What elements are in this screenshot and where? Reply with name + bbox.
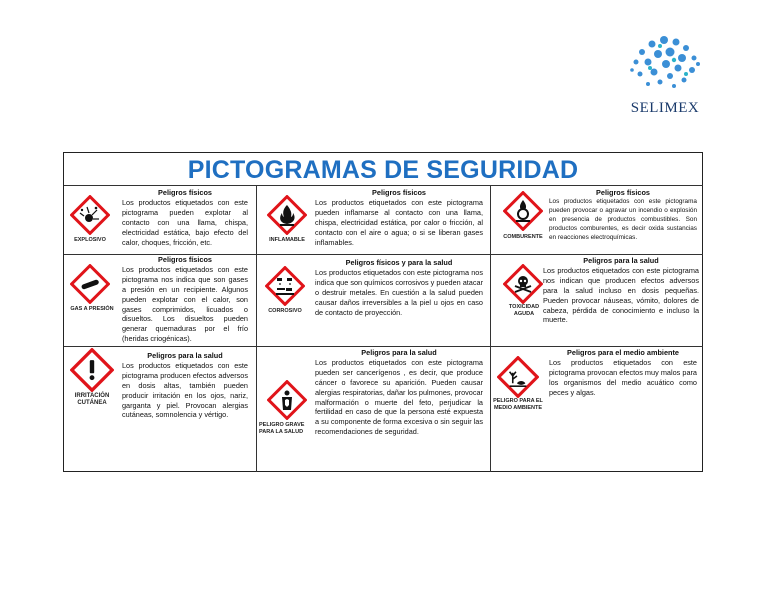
cell-text — [549, 348, 697, 398]
cell-medio-ambiente — [491, 346, 703, 472]
cell-heading: Peligros físicos — [596, 188, 650, 197]
skull-pictogram-icon — [503, 264, 543, 304]
cell-inflamable — [257, 186, 491, 254]
cell-text — [315, 258, 483, 317]
gas-cylinder-pictogram-icon — [70, 264, 110, 304]
pictogram-label: PELIGRO GRAVE PARA LA SALUD — [259, 422, 305, 435]
cell-text — [122, 188, 248, 247]
pictogram-label: COMBURENTE — [503, 234, 543, 240]
cell-body: Los productos etiquetados con este pictograma nos indica que son gases a presión en un recipiente. Algunos pueden explotar con el calor, son gases comprimidos, licuados o disueltos. Los disueltos pueden generar quemaduras por el frío (heridas criogénicas). — [122, 264, 248, 344]
selimex-logo — [610, 34, 720, 120]
pictogram-label: CORROSIVO — [268, 308, 302, 314]
molecule-logo-icon — [620, 34, 712, 98]
cell-text — [122, 351, 248, 420]
pictogram-label: GAS A PRESIÓN — [70, 306, 114, 312]
cell-heading: Peligros para la salud — [583, 256, 659, 265]
corrosive-pictogram-icon — [265, 266, 305, 306]
cell-peligro-grave — [257, 346, 491, 472]
cell-text — [315, 348, 483, 437]
cell-text — [122, 255, 248, 344]
pictogram-label: IRRITACIÓN CUTÁNEA — [74, 393, 110, 406]
cell-corrosivo — [257, 254, 491, 346]
cell-text — [315, 188, 483, 247]
cell-toxicidad — [491, 254, 703, 346]
pictogram-label: PELIGRO PARA EL MEDIO AMBIENTE — [493, 398, 543, 411]
page-title: PICTOGRAMAS DE SEGURIDAD — [187, 156, 579, 184]
cell-heading: Peligros físicos — [372, 188, 426, 197]
oxidizing-pictogram-icon — [503, 191, 543, 231]
cell-body: Los productos etiquetados con este pictograma pueden inflamarse al contacto con una llama, chispa, electricidad estática, por calor o fricción, al contacto con el aire o agua; o si se liberan gases inflamables. — [315, 197, 483, 247]
cell-text — [549, 188, 697, 243]
cell-body: Los productos etiquetados con este pictograma nos indican que producen efectos adversos para la salud incluso en dosis pequeñas. Pueden provocar náuseas, vómito, dolores de cabeza, pérdida de conocimiento e incluso la muerte. — [543, 265, 699, 325]
cell-explosivo — [64, 186, 256, 254]
cell-body: Los productos etiquetados con este pictograma provocan efectos muy malos para los organismos del medio acuático como peces y algas. — [549, 357, 697, 397]
pictogram-label: EXPLOSIVO — [74, 237, 106, 243]
cell-body: Los productos etiquetados con este pictograma nos indica que son químicos corrosivos y pueden atacar o destruir metales. En cuestión a la salud pueden causar daños irreversibles a la piel u ojos en caso de contacto de proyección. — [315, 267, 483, 317]
cell-heading: Peligros físicos — [158, 188, 212, 197]
cell-irritacion — [64, 346, 256, 472]
cell-body: Los productos etiquetados con este pictograma pueden ser cancerígenos , es decir, que produce cáncer o favorece su aparición. Pueden causar alergias respiratorias, dañar los pulmones, provocar malformación o muerte del feto, perjudicar la fertilidad en caso de que la persona esté expuesta a su componente de forma excesiva o sin seguir las recomendaciones de seguridad. — [315, 357, 483, 437]
cell-text — [543, 256, 699, 325]
pictogram-label: TOXICIDAD AGUDA — [508, 304, 540, 317]
flammable-pictogram-icon — [267, 195, 307, 235]
cell-heading: Peligros físicos — [158, 255, 212, 264]
cell-gas-presion — [64, 254, 256, 346]
logo-text: SELIMEX — [630, 100, 700, 116]
cell-heading: Peligros para la salud — [147, 351, 223, 360]
cell-heading: Peligros para la salud — [361, 348, 437, 357]
pictograms-table — [63, 152, 703, 472]
health-hazard-pictogram-icon — [267, 380, 307, 420]
pictogram-label: INFLAMABLE — [269, 237, 305, 243]
cell-comburente — [491, 186, 703, 254]
explosive-pictogram-icon — [70, 195, 110, 235]
cell-body: Los productos etiquetados con este pictograma producen efectos adversos en dosis altas, también pueden producir irritación en los ojos, nariz, garganta y piel. Provocan alergias cutáneas, somnolencia y vértigo. — [122, 360, 248, 420]
exclamation-pictogram-icon — [70, 348, 114, 392]
cell-body: Los productos etiquetados con este pictograma pueden explotar al contacto con una llama, chispa, electricidad estática, bajo efecto del calor, choques, fricción, etc. — [122, 197, 248, 247]
environment-pictogram-icon — [497, 356, 539, 398]
cell-body: Los productos etiquetados con este pictograma pueden provocar o agravar un incendio o explosión en presencia de productos combustibles. Son productos comburentes, es decir oxida sustancias en reacciones electroquímicas. — [549, 198, 697, 242]
cell-heading: Peligros físicos y para la salud — [345, 258, 453, 267]
cell-heading: Peligros para el medio ambiente — [567, 348, 679, 357]
